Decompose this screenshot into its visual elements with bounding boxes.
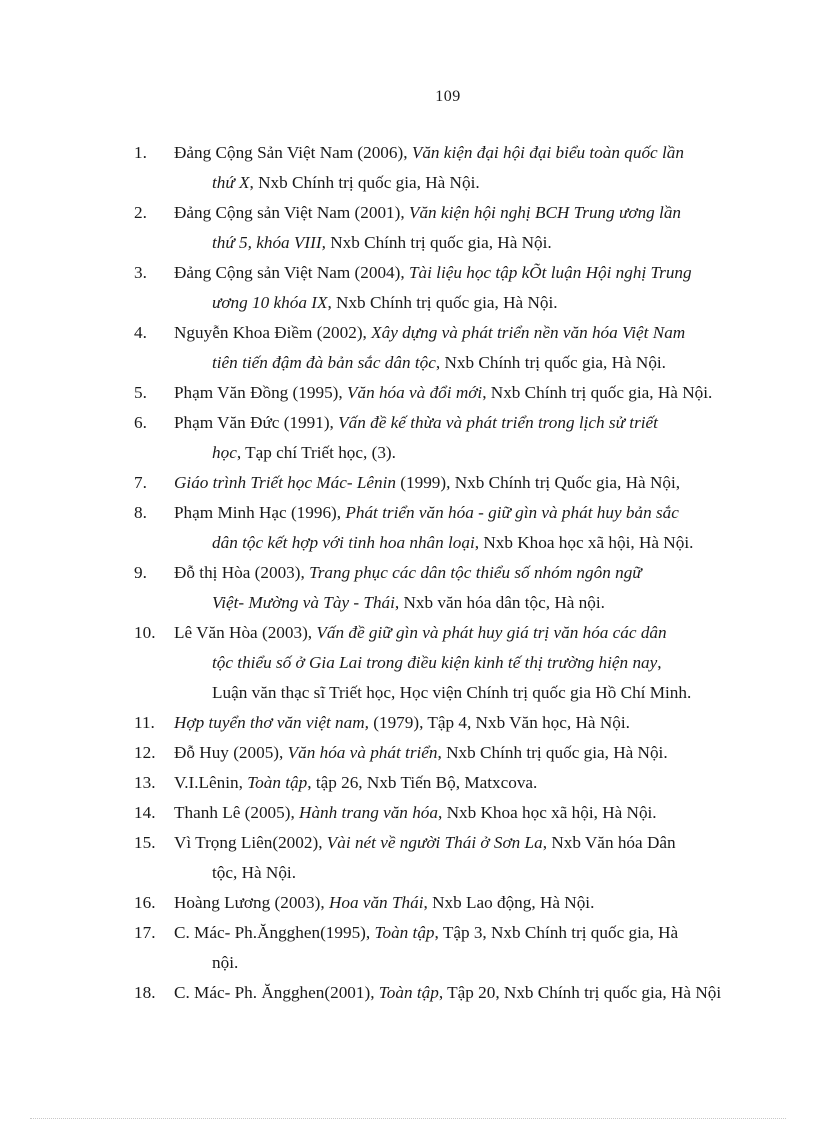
reference-title-text: tiên tiến đậm đà bản sắc dân tộc: [212, 353, 436, 372]
reference-number: 2.: [134, 203, 147, 222]
reference-title-text: học: [212, 443, 237, 462]
reference-item: [0, 798, 816, 828]
reference-number: 10.: [134, 623, 156, 642]
reference-line: [174, 588, 740, 618]
reference-number: 4.: [134, 323, 147, 342]
reference-item: [0, 768, 816, 798]
reference-title-text: Giáo trình Triết học Mác- Lênin: [174, 473, 396, 492]
reference-number: 12.: [134, 743, 156, 762]
reference-text: , Nxb Khoa học xã hội, Hà Nội.: [437, 803, 657, 822]
reference-text: , Nxb Văn hóa Dân: [542, 833, 676, 852]
reference-item: [0, 978, 816, 1008]
reference-text: Hoàng Lương (2003),: [174, 893, 329, 912]
reference-title-text: Tài liệu học tập kÕt luận Hội nghị Trung: [408, 263, 692, 282]
reference-line: [174, 168, 740, 198]
reference-number: 3.: [134, 263, 147, 282]
reference-item: [0, 138, 816, 198]
reference-line: [174, 438, 740, 468]
reference-text: , Tập 3, Nxb Chính trị quốc gia, Hà: [434, 923, 679, 942]
reference-text: Đỗ thị Hòa (2003),: [174, 563, 310, 582]
reference-title-text: Trang phục các dân tộc thiểu số nhóm ngôn ngữ: [309, 563, 642, 582]
reference-text: , Nxb Lao động, Hà Nội.: [423, 893, 595, 912]
reference-number: 18.: [134, 983, 156, 1002]
reference-text: Nguyễn Khoa Điềm (2002),: [174, 323, 372, 342]
reference-title-text: Toàn tập: [378, 983, 439, 1002]
reference-title-text: Văn hóa và phát triển: [287, 743, 438, 762]
reference-text: tộc, Hà Nội.: [212, 863, 297, 882]
reference-text: Phạm Văn Đồng (1995),: [174, 383, 347, 402]
reference-text: , Tập 20, Nxb Chính trị quốc gia, Hà Nội: [438, 983, 722, 1002]
reference-line: [174, 618, 740, 648]
reference-text: C. Mác- Ph. Ăngghen(2001),: [174, 983, 379, 1002]
reference-item: [0, 558, 816, 618]
reference-text: , Nxb Khoa học xã hội, Hà Nội.: [474, 533, 694, 552]
reference-number: 11.: [134, 713, 155, 732]
reference-line: [174, 768, 740, 798]
reference-title-text: Việt- Mường và Tày - Thái: [212, 593, 395, 612]
reference-title-text: Toàn tập: [247, 773, 308, 792]
reference-line: [174, 378, 740, 408]
reference-title-text: dân tộc kết hợp với tinh hoa nhân loại: [212, 533, 475, 552]
reference-text: Phạm Văn Đức (1991),: [174, 413, 339, 432]
page-number: 109: [435, 88, 461, 105]
reference-text: Đảng Cộng sản Việt Nam (2004),: [174, 263, 409, 282]
reference-text: , Nxb Chính trị quốc gia, Hà Nội.: [249, 173, 480, 192]
reference-text: Lê Văn Hòa (2003),: [174, 623, 317, 642]
reference-number: 14.: [134, 803, 156, 822]
reference-item: [0, 468, 816, 498]
reference-line: [174, 858, 740, 888]
reference-item: [0, 888, 816, 918]
reference-item: [0, 258, 816, 318]
reference-line: [174, 138, 740, 168]
reference-text: Luận văn thạc sĩ Triết học, Học viện Chính trị quốc gia Hồ Chí Minh.: [212, 683, 692, 702]
reference-title-text: Vài nét về người Thái ở Sơn La: [326, 833, 543, 852]
reference-item: [0, 378, 816, 408]
reference-line: [174, 348, 740, 378]
reference-text: , Tạp chí Triết học, (3).: [236, 443, 396, 462]
reference-text: , Nxb Chính trị quốc gia, Hà Nội.: [482, 383, 713, 402]
reference-title-text: Phát triển văn hóa - giữ gìn và phát huy bản sắc: [345, 503, 679, 522]
reference-number: 9.: [134, 563, 147, 582]
reference-item: [0, 318, 816, 378]
reference-title-text: Xây dựng và phát triển nền văn hóa Việt Nam: [371, 323, 686, 342]
reference-item: [0, 498, 816, 558]
reference-line: [174, 648, 740, 678]
reference-item: [0, 708, 816, 738]
reference-line: [174, 468, 740, 498]
reference-item: [0, 618, 816, 708]
reference-text: nội.: [212, 953, 239, 972]
reference-title-text: thứ X: [212, 173, 250, 192]
reference-line: [174, 828, 740, 858]
reference-text: Đảng Cộng sản Việt Nam (2001),: [174, 203, 409, 222]
reference-text: V.I.Lênin,: [174, 773, 248, 792]
reference-item: [0, 408, 816, 468]
reference-title-text: thứ 5, khóa VIII,: [212, 233, 326, 252]
reference-number: 1.: [134, 143, 147, 162]
reference-number: 15.: [134, 833, 156, 852]
reference-line: [174, 258, 740, 288]
reference-line: [174, 738, 740, 768]
reference-title-text: Vấn đề giữ gìn và phát huy giá trị văn hóa các dân: [316, 623, 667, 642]
reference-title-text: ương 10 khóa IX: [212, 293, 328, 312]
reference-title-text: Hành trang văn hóa: [299, 803, 438, 822]
reference-number: 17.: [134, 923, 156, 942]
reference-line: [174, 288, 740, 318]
reference-text: Vì Trọng Liên(2002),: [174, 833, 327, 852]
reference-line: [174, 678, 740, 708]
reference-title-text: tộc thiểu số ở Gia Lai trong điều kiện kinh tế thị trường hiện nay: [212, 653, 658, 672]
reference-number: 6.: [134, 413, 147, 432]
reference-list: [0, 138, 816, 1008]
reference-title-text: Văn hóa và đổi mới: [346, 383, 483, 402]
reference-line: [174, 408, 740, 438]
reference-line: [174, 198, 740, 228]
reference-item: [0, 828, 816, 888]
reference-text: Thanh Lê (2005),: [174, 803, 300, 822]
reference-text: (1999), Nxb Chính trị Quốc gia, Hà Nội,: [396, 473, 681, 492]
reference-item: [0, 738, 816, 768]
reference-title-text: Văn kiện hội nghị BCH Trung ương lần: [408, 203, 682, 222]
reference-title-text: Vấn đề kế thừa và phát triển trong lịch sử triết: [338, 413, 658, 432]
reference-line: [174, 528, 740, 558]
reference-line: [174, 708, 740, 738]
page-bottom-divider: [30, 1118, 786, 1119]
reference-text: Đỗ Huy (2005),: [174, 743, 288, 762]
reference-text: Nxb Chính trị quốc gia, Hà Nội.: [325, 233, 552, 252]
reference-item: [0, 918, 816, 978]
reference-number: 7.: [134, 473, 147, 492]
reference-line: [174, 978, 740, 1008]
reference-text: , Nxb văn hóa dân tộc, Hà nội.: [394, 593, 605, 612]
reference-text: Phạm Minh Hạc (1996),: [174, 503, 346, 522]
reference-title-text: Toàn tập: [374, 923, 435, 942]
reference-text: , Nxb Chính trị quốc gia, Hà Nội.: [437, 743, 668, 762]
reference-text: (1979), Tập 4, Nxb Văn học, Hà Nội.: [368, 713, 630, 732]
reference-number: 8.: [134, 503, 147, 522]
reference-number: 16.: [134, 893, 156, 912]
reference-line: [174, 798, 740, 828]
reference-line: [174, 498, 740, 528]
reference-text: , tập 26, Nxb Tiến Bộ, Matxcova.: [307, 773, 538, 792]
reference-line: [174, 918, 740, 948]
reference-text: C. Mác- Ph.Ăngghen(1995),: [174, 923, 375, 942]
reference-line: [174, 558, 740, 588]
reference-text: Đảng Cộng Sản Việt Nam (2006),: [174, 143, 412, 162]
reference-title-text: Hoa văn Thái: [328, 893, 424, 912]
reference-text: , Nxb Chính trị quốc gia, Hà Nội.: [327, 293, 558, 312]
reference-text: ,: [657, 653, 662, 672]
reference-text: , Nxb Chính trị quốc gia, Hà Nội.: [435, 353, 666, 372]
reference-title-text: Hợp tuyển thơ văn việt nam,: [174, 713, 369, 732]
reference-line: [174, 318, 740, 348]
reference-title-text: Văn kiện đại hội đại biểu toàn quốc lần: [411, 143, 684, 162]
reference-number: 13.: [134, 773, 156, 792]
reference-line: [174, 888, 740, 918]
reference-line: [174, 228, 740, 258]
reference-number: 5.: [134, 383, 147, 402]
reference-line: [174, 948, 740, 978]
reference-item: [0, 198, 816, 258]
